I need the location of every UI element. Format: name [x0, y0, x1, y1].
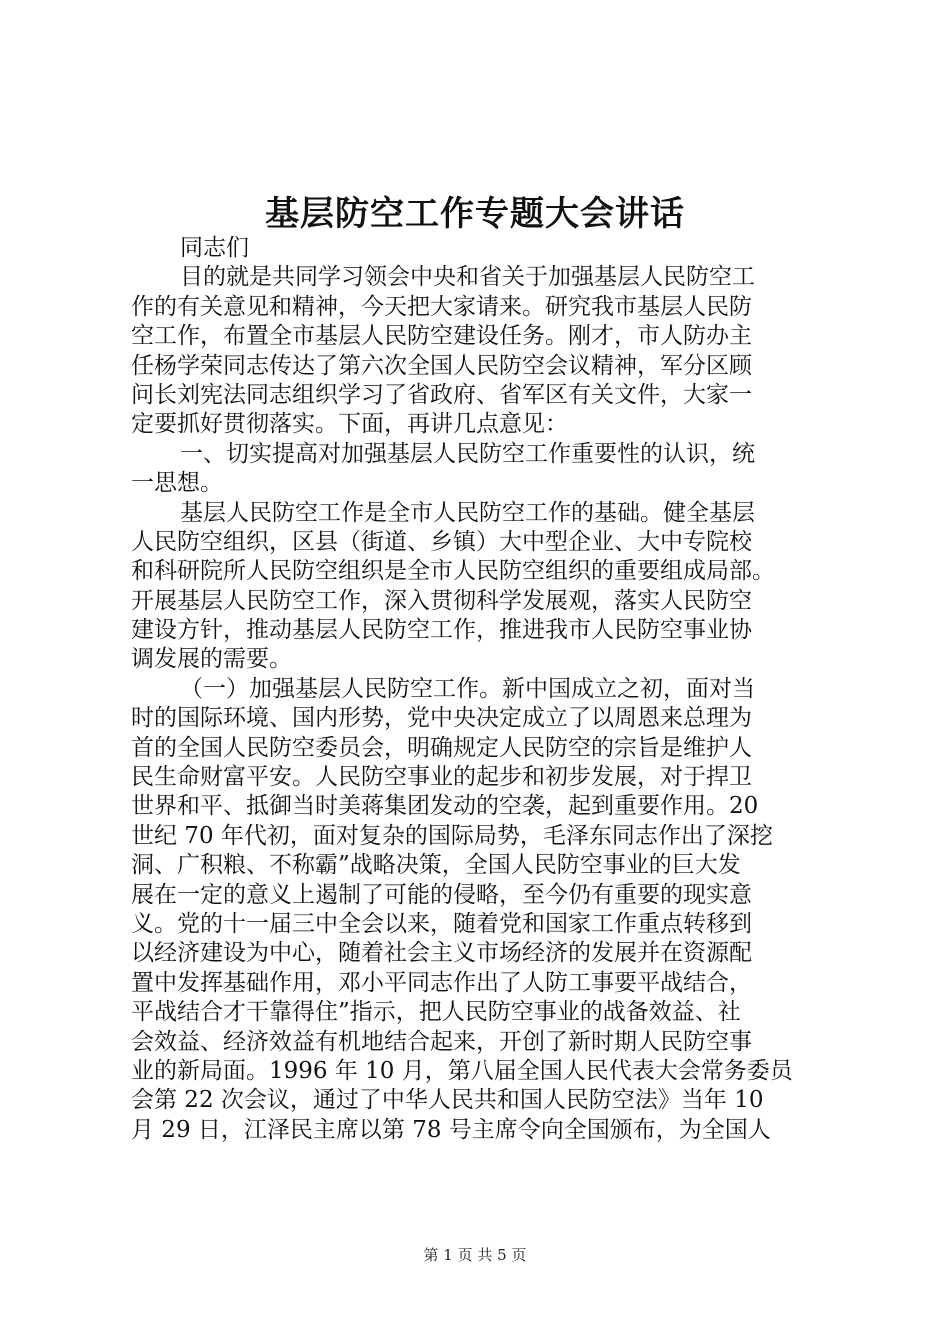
body-line: 首的全国人民防空委员会，明确规定人民防空的宗旨是维护人	[131, 734, 752, 761]
body-line: 置中发挥基础作用，邓小平同志作出了人防工事要平战结合，	[131, 969, 752, 996]
body-line: 时的国际环境、国内形势，党中央决定成立了以周恩来总理为	[131, 705, 752, 732]
body-line: 会第 22 次会议，通过了中华人民共和国人民防空法》当年 10	[131, 1087, 764, 1114]
body-line: 任杨学荣同志传达了第六次全国人民防空会议精神，军分区顾	[131, 352, 752, 379]
body-line: 建设方针，推动基层人民防空工作，推进我市人民防空事业协	[131, 617, 752, 644]
body-line: 以经济建设为中心，随着社会主义市场经济的发展并在资源配	[131, 940, 752, 967]
body-line: 开展基层人民防空工作，深入贯彻科学发展观，落实人民防空	[131, 587, 752, 614]
body-line: 民生命财富平安。人民防空事业的起步和初步发展，对于捍卫	[131, 764, 752, 791]
body-line: 世界和平、抵御当时美蒋集团发动的空袭，起到重要作用。20	[131, 793, 759, 820]
body-line: 定要抓好贯彻落实。下面，再讲几点意见：	[131, 411, 568, 438]
body-line: 作的有关意见和精神，今天把大家请来。研究我市基层人民防	[131, 293, 752, 320]
body-line: 业的新局面。1996 年 10 月，第八届全国人民代表大会常务委员	[131, 1057, 793, 1084]
body-line: 和科研院所人民防空组织是全市人民防空组织的重要组成局部。	[131, 558, 775, 585]
body-line: （一）加强基层人民防空工作。新中国成立之初，面对当	[180, 675, 755, 702]
body-line: 同志们	[180, 235, 249, 261]
body-line: 空工作，布置全市基层人民防空建设任务。刚才，市人防办主	[131, 323, 752, 350]
body-line: 问长刘宪法同志组织学习了省政府、省军区有关文件，大家一	[131, 381, 752, 408]
body-line: 一、切实提高对加强基层人民防空工作重要性的认识，统	[180, 440, 755, 467]
document-body	[131, 234, 831, 1145]
body-line: 展在一定的意义上遏制了可能的侵略，至今仍有重要的现实意	[131, 881, 752, 908]
page-footer: 第 1 页 共 5 页	[423, 1246, 527, 1264]
body-line: 义。党的十一届三中全会以来，随着党和国家工作重点转移到	[131, 910, 752, 937]
body-line: 洞、广积粮、不称霸”战略决策，全国人民防空事业的巨大发	[131, 852, 741, 879]
body-line: 会效益、经济效益有机地结合起来，开创了新时期人民防空事	[131, 1028, 752, 1055]
body-line: 月 29 日，江泽民主席以第 78 号主席令向全国颁布，为全国人	[131, 1116, 771, 1143]
body-line: 调发展的需要。	[131, 646, 292, 673]
body-line: 世纪 70 年代初，面对复杂的国际局势，毛泽东同志作出了深挖	[131, 822, 773, 849]
body-line: 平战结合才干靠得住”指示，把人民防空事业的战备效益、社	[131, 999, 741, 1026]
body-line: 一思想。	[131, 470, 223, 497]
page-title: 基层防空工作专题大会讲话	[265, 194, 685, 234]
body-line: 目的就是共同学习领会中央和省关于加强基层人民防空工	[180, 264, 755, 291]
body-line: 基层人民防空工作是全市人民防空工作的基础。健全基层	[180, 499, 755, 526]
body-line: 人民防空组织，区县（街道、乡镇）大中型企业、大中专院校	[131, 528, 752, 555]
